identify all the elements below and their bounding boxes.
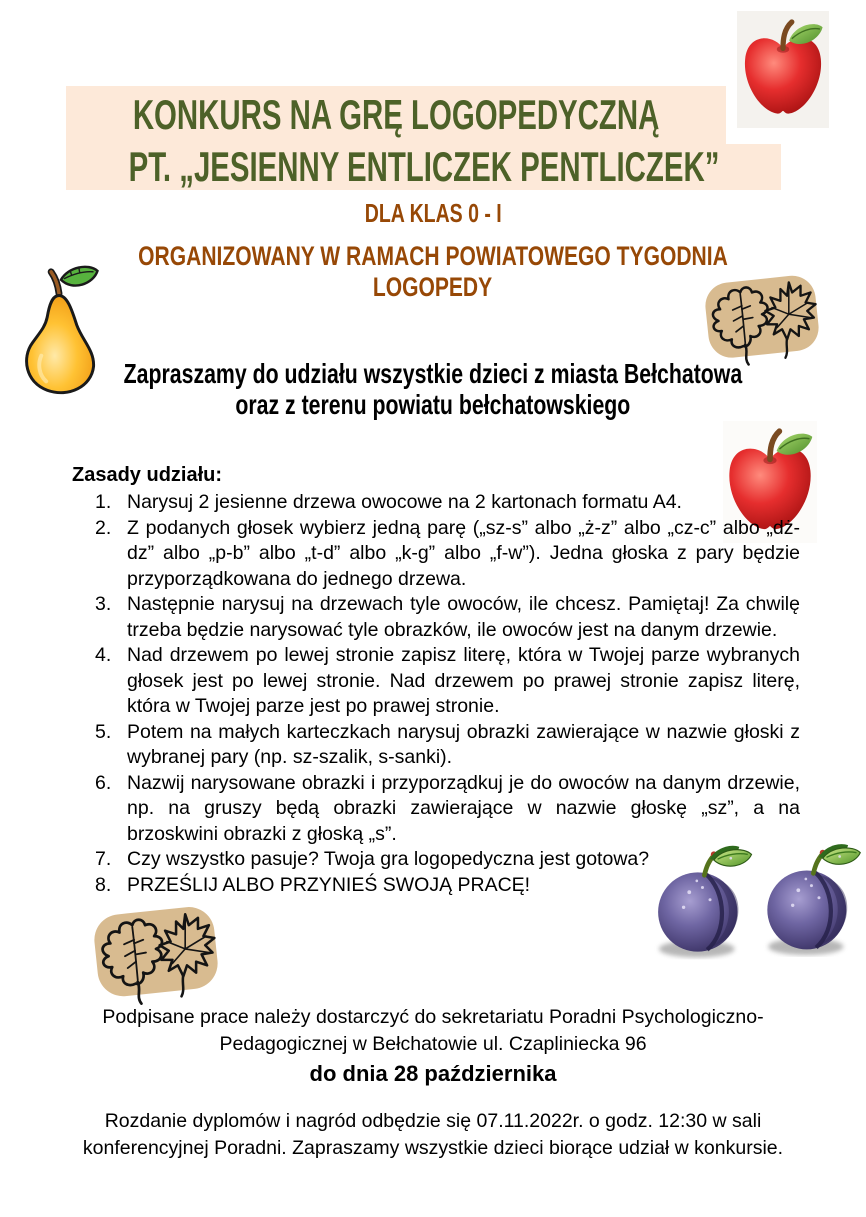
submission-line1: Podpisane prace należy dostarczyć do sekretariatu Poradni Psychologiczno- (102, 1006, 764, 1028)
submission-paragraph (0, 1004, 866, 1089)
invitation-line1: Zapraszamy do udziału wszystkie dzieci z miasta Bełchatowa (123, 357, 743, 389)
rule-item-6 (95, 771, 800, 848)
ceremony-line1: Rozdanie dyplomów i nagród odbędzie się 07.11.2022r. o godz. 12:30 w sali (104, 1110, 762, 1132)
title-text-line2: PT. „JESIENNY ENTLICZEK PENTLICZEK” (128, 143, 719, 190)
rule-text: Potem na małych karteczkach narysuj obrazki zawierające w nazwie głoski z wybranej pary (np. sz-szalik, s-sanki). (127, 720, 800, 768)
subtitle-organized-line1: ORGANIZOWANY W RAMACH POWIATOWEGO TYGODNIA (138, 241, 728, 271)
rule-number: 5. (95, 720, 112, 743)
rule-text: PRZEŚLIJ ALBO PRZYNIEŚ SWOJĄ PRACĘ! (127, 873, 531, 896)
invitation-paragraph (0, 358, 866, 420)
title-highlight-line1 (66, 86, 726, 144)
rule-number: 6. (95, 771, 112, 794)
rule-number: 4. (95, 644, 112, 666)
rule-number: 1. (95, 491, 112, 513)
rule-text: Nazwij narysowane obrazki i przyporządkuj je do owoców na danym drzewie, np. na gruszy będą obrazki zawierające w nazwie głoskę „sz”, a na brzoskwini obrazki z głoską „s”. (127, 771, 800, 845)
ceremony-paragraph (0, 1108, 866, 1162)
rule-text: Następnie narysuj na drzewach tyle owoców, ile chcesz. Pamiętaj! Za chwilę trzeba będzie narysować tyle obrazków, ile owoców jest na danym drzewie. (127, 593, 800, 641)
rule-item-7 (95, 847, 800, 873)
rule-item-8 (95, 873, 800, 899)
rule-text: Czy wszystko pasuje? Twoja gra logopedyczna jest gotowa? (127, 848, 650, 870)
title-text-line1: KONKURS NA GRĘ LOGOPEDYCZNĄ (132, 91, 660, 138)
rule-text: Nad drzewem po lewej stronie zapisz literę, która w Twojej parze wybranych głosek jest po lewej stronie. Nad drzewem po prawej stronie zapisz literę, która w Twojej parze jest po prawej stronie. (127, 644, 800, 717)
title-highlight-line2 (66, 144, 781, 190)
rule-number: 3. (95, 593, 112, 615)
rule-item-2 (95, 516, 800, 593)
rule-item-5 (95, 720, 800, 771)
submission-deadline: do dnia 28 października (309, 1061, 557, 1086)
rule-text: Narysuj 2 jesienne drzewa owocowe na 2 kartonach formatu A4. (127, 491, 682, 513)
rule-number: 7. (95, 848, 112, 870)
subtitle-organized (0, 241, 866, 303)
subtitle-classes-text: DLA KLAS 0 - I (364, 198, 502, 228)
subtitle-organized-line2: LOGOPEDY (373, 272, 493, 302)
submission-line2: Pedagogicznej w Bełchatowie ul. Czapliniecka 96 (219, 1033, 647, 1055)
subtitle-classes (0, 198, 866, 229)
page-title (66, 86, 781, 190)
rule-item-3 (95, 592, 800, 643)
rule-item-4 (95, 643, 800, 720)
rule-number: 2. (95, 516, 112, 539)
rules-list (95, 490, 800, 898)
rule-number: 8. (95, 873, 112, 896)
rule-text: Z podanych głosek wybierz jedną parę („sz-s” albo „ż-z” albo „cz-c” albo „dż-dz” albo „p-b” albo „t-d” albo „k-g” albo „f-w”). Jedna głoska z pary będzie przyporządkowana do jednego drzewa. (127, 516, 800, 590)
autumn-leaves-image-bottom (80, 896, 232, 1010)
rule-item-1 (95, 490, 800, 516)
ceremony-line2: konferencyjnej Poradni. Zapraszamy wszystkie dzieci biorące udział w konkursie. (82, 1137, 784, 1159)
rules-heading: Zasady udziału: (72, 464, 223, 486)
invitation-line2: oraz z terenu powiatu bełchatowskiego (235, 388, 631, 420)
